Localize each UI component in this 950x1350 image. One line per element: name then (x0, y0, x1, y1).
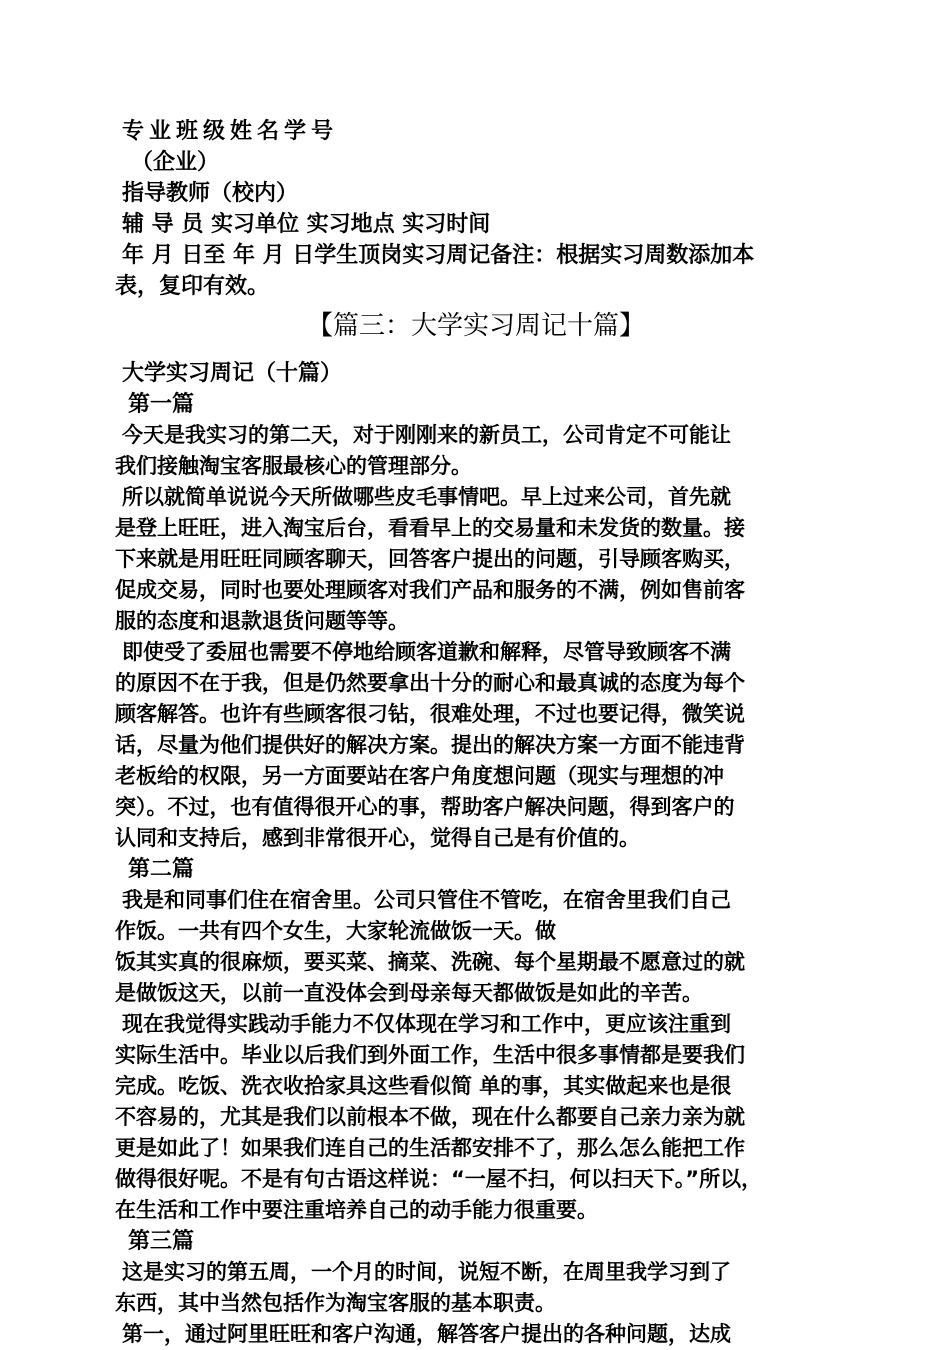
header-line-enterprise: （企业） (131, 150, 220, 175)
doc-title: 大学实习周记（十篇） (122, 361, 343, 386)
paragraph-line: 认同和支持后，感到非常很开心，觉得自己是有价值的。 (115, 826, 640, 850)
paragraph-line: 做得很好呢。不是有句古语这样说：“一屋不扫，何以扫天下。”所以， (115, 1167, 763, 1191)
header-line-major-class-name-id: 专业班级姓名学号 (122, 119, 339, 144)
header-line-counselor-unit: 辅 导 员 实习单位 实习地点 实习时间 (122, 212, 491, 237)
paragraph-line: 东西，其中当然包括作为淘宝客服的基本职责。 (115, 1291, 556, 1315)
paragraph-line: 话，尽量为他们提供好的解决方案。提出的解决方案一方面不能违背 (115, 733, 745, 757)
paragraph-line: 我们接触淘宝客服最核心的管理部分。 (115, 454, 472, 478)
spacer (115, 350, 837, 358)
paragraph-line: 服的态度和退款退货问题等等。 (115, 609, 409, 633)
paragraph-line: 促成交易，同时也要处理顾客对我们产品和服务的不满，例如售前客 (115, 578, 745, 602)
document-body (115, 116, 837, 1350)
article-heading: 第二篇 (128, 857, 195, 882)
paragraph-line: 实际生活中。毕业以后我们到外面工作，生活中很多事情都是要我们 (115, 1043, 745, 1067)
paragraph-line: 是登上旺旺，进入淘宝后台，看看早上的交易量和未发货的数量。接 (115, 516, 745, 540)
paragraph-line: 第一，通过阿里旺旺和客户沟通，解答客户提出的各种问题，达成 (122, 1322, 731, 1346)
header-line-copy-valid: 表，复印有效。 (115, 274, 270, 299)
paragraph-line: 下来就是用旺旺同顾客聊天，回答客户提出的问题，引导顾客购买， (115, 547, 745, 571)
header-line-instructor: 指导教师（校内） (122, 181, 299, 206)
paragraph-line: 的原因不在于我，但是仍然要拿出十分的耐心和最真诚的态度为每个 (115, 671, 745, 695)
paragraph-line: 顾客解答。也许有些顾客很刁钻，很难处理，不过也要记得，微笑说 (115, 702, 745, 726)
article-heading: 第一篇 (128, 392, 195, 417)
paragraph-line: 在生活和工作中要注重培养自己的动手能力很重要。 (115, 1198, 598, 1222)
paragraph-line: 作饭。一共有四个女生，大家轮流做饭一天。做 (115, 919, 556, 943)
paragraph-line: 这是实习的第五周，一个月的时间，说短不断，在周里我学习到了 (122, 1260, 731, 1284)
paragraph-line: 完成。吃饭、洗衣收拾家具这些看似简 单的事，其实做起来也是很 (115, 1074, 732, 1098)
paragraph-line: 现在我觉得实践动手能力不仅体现在学习和工作中，更应该注重到 (122, 1012, 731, 1036)
paragraph-line: 是做饭这天，以前一直没体会到母亲每天都做饭是如此的辛苦。 (115, 981, 703, 1005)
paragraph-line: 所以就简单说说今天所做哪些皮毛事情吧。早上过来公司，首先就 (122, 485, 731, 509)
paragraph-line: 即使受了委屈也需要不停地给顾客道歉和解释，尽管导致顾客不满 (122, 640, 731, 664)
paragraph-line: 我是和同事们住在宿舍里。公司只管住不管吃，在宿舍里我们自己 (122, 888, 731, 912)
article-heading: 第三篇 (128, 1229, 195, 1254)
paragraph-line: 饭其实真的很麻烦，要买菜、摘菜、洗碗、每个星期最不愿意过的就 (115, 950, 745, 974)
paragraph-line: 今天是我实习的第二天，对于刚刚来的新员工，公司肯定不可能让 (122, 423, 731, 447)
paragraph-line: 更是如此了！如果我们连自己的生活都安排不了，那么怎么能把工作 (115, 1136, 745, 1160)
paragraph-line: 突）。不过，也有值得很开心的事，帮助客户解决问题，得到客户的 (115, 795, 735, 819)
paragraph-line: 不容易的，尤其是我们以前根本不做，现在什么都要自己亲力亲为就 (115, 1105, 745, 1129)
section-title: 【篇三：大学实习周记十篇】 (306, 311, 645, 341)
paragraph-line: 老板给的权限，另一方面要站在客户角度想问题（现实与理想的冲 (115, 764, 724, 788)
header-line-date-note: 年 月 日至 年 月 日学生顶岗实习周记备注：根据实习周数添加本 (122, 243, 755, 268)
